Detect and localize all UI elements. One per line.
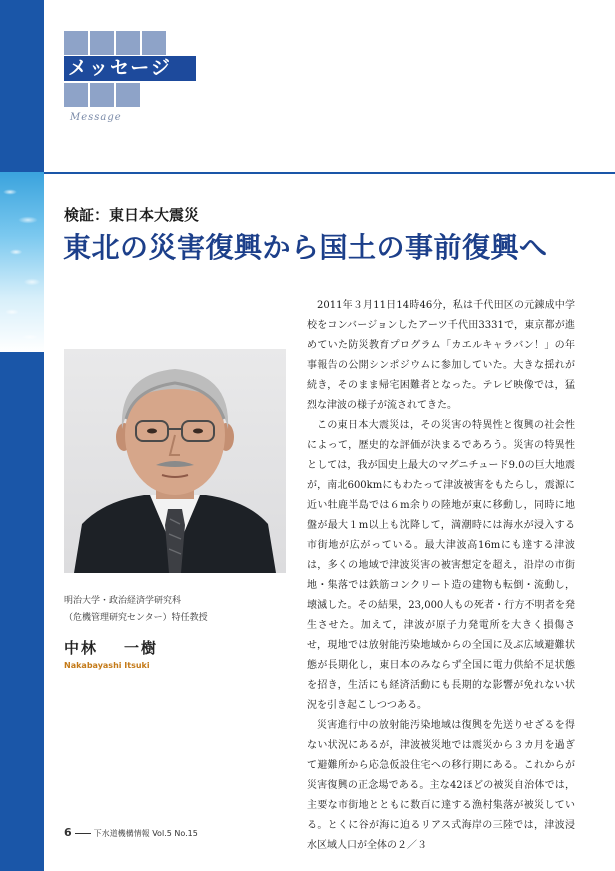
section-label-en: Message [70, 112, 122, 123]
author-name [64, 637, 158, 658]
article-body [307, 296, 575, 856]
page-number: 6 [64, 826, 72, 839]
affiliation-line-2: （危機管理研究センター）特任教授 [64, 613, 208, 623]
author-portrait-photo [64, 349, 286, 573]
section-label: メッセージ [64, 56, 196, 81]
body-paragraph: 災害進行中の放射能汚染地域は復興を先送りせざるを得ない状況にあるが，津波被災地では震災から３カ月を過ぎて避難所から応急仮設住宅への移行期にある。これからが災害復興の正念場である。主な42ほどの被災自治体では，主要な市街地とともに数百に達する漁村集落が被災している。とくに谷が海に迫るリアス式海岸の三陸では，津波浸水区域人口が全体の２／３ [307, 720, 575, 851]
body-paragraph: 2011年３月11日14時46分，私は千代田区の元錬成中学校をコンバージョンしたアーツ千代田3331で，東京都が進めていた防災教育プログラム「カエルキャラバン！」の年事報告の公開シンポジウムに参加していた。大きな揺れが続き，そのまま帰宅困難者となった。テレビ映像では，猛烈な津波の様子が流されてきた。 [307, 300, 575, 411]
article-subtitle: 検証：東日本大震災 [64, 206, 200, 224]
page-footer [64, 826, 198, 839]
article-title: 東北の災害復興から国土の事前復興へ [63, 231, 548, 264]
issue: No.15 [174, 829, 198, 838]
author-affiliation [64, 593, 208, 627]
water-splash-image [0, 172, 44, 352]
author-name-romaji: Nakabayashi Itsuki [64, 661, 150, 670]
author-family-name: 中林 [64, 639, 99, 657]
header-divider [44, 172, 615, 174]
left-color-band-bottom [0, 352, 44, 871]
volume: Vol.5 [152, 829, 172, 838]
author-given-name: 一樹 [124, 639, 159, 657]
left-color-band-top [0, 0, 44, 172]
publication-name: 下水道機構情報 [93, 829, 150, 838]
body-paragraph: この東日本大震災は，その災害の特異性と復興の社会性によって，歴史的な評価が決まるであろう。災害の特異性としては，我が国史上最大のマグニチュード9.0の巨大地震が，南北600kmにもわたって津波被害をもたらし，震源に近い牡鹿半島では６m余りの陸地が東に移動し，同時に地盤が最大１m以上も沈降して，満潮時には海水が浸入する市街地が広がっている。最大津波高16mにも達する津波は，多くの地域で津波災害の被害想定を超え，沿岸の市街地・集落では鉄筋コンクリート造の建物も転倒・流動し，壊滅した。その結果，23,000人もの死者・行方不明者を発生させた。加えて，津波が原子力発電所を大きく損傷させ，現地では放射能汚染地域からの全国に及ぶ広域避難状態が長期化し，東日本のみならず全国に電力供給不足状態を招き，生活にも経済活動にも長期的な影響が免れない状況を引き起こしつつある。 [307, 420, 575, 711]
affiliation-line-1: 明治大学・政治経済学研究科 [64, 596, 182, 606]
footer-rule [75, 833, 91, 834]
